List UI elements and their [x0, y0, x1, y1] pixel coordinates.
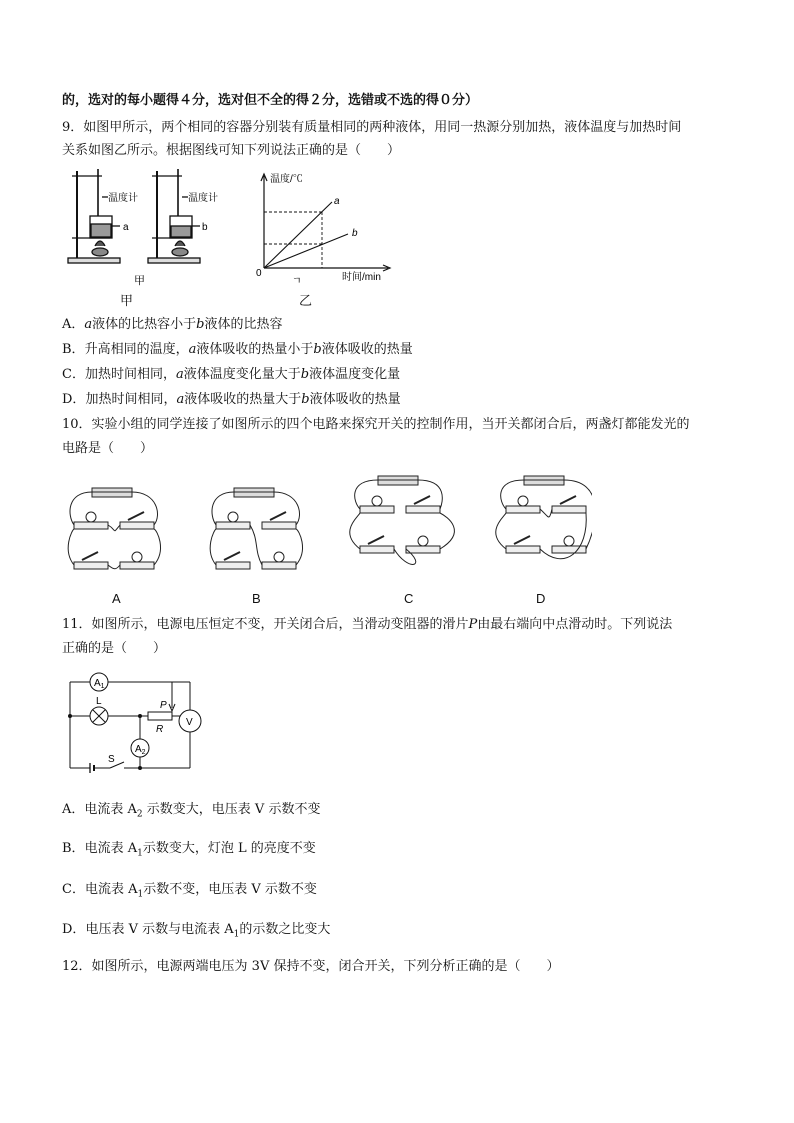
figure-caption-jia: 甲 — [120, 293, 134, 308]
q10-stem-line1: 10．实验小组的同学连接了如图所示的四个电路来探究开关的控制作用，当开关都闭合后，两盏灯都能发光的 — [62, 417, 690, 432]
q11-option-b: B．电流表 $A_1$示数变大，灯泡 L 的亮度不变 — [62, 841, 316, 859]
thermometer-label-2: 温度计 — [188, 193, 218, 204]
q10-label-d: D — [536, 591, 546, 606]
q9-option-c: C．加热时间相同，a液体温度变化量大于b液体温度变化量 — [62, 367, 401, 382]
q11-option-a: A．电流表 $A_2$ 示数变大，电压表 V 示数不变 — [62, 802, 321, 820]
q10-label-b: B — [252, 591, 261, 606]
q11-stem-line1: 11．如图所示，电源电压恒定不变，开关闭合后，当滑动变阻器的滑片P由最右端向中点滑动时。下列说法 — [62, 617, 673, 632]
section-instructions: 的，选对的每小题得４分，选对但不全的得２分，选错或不选的得０分） — [62, 93, 479, 108]
q11-option-d: D．电压表 V 示数与电流表 $A_1$的示数之比变大 — [62, 922, 331, 940]
q10-circuits — [62, 470, 592, 582]
line-b — [264, 234, 348, 268]
q11-stem-line2: 正确的是（ ） — [62, 641, 167, 656]
graph-small-mark: ㄱ — [292, 276, 302, 287]
rheostat-r-label: R — [156, 724, 164, 735]
q9-stem-line1: 9．如图甲所示，两个相同的容器分别装有质量相同的两种液体，用同一热源分别加热，液体温度与加热时间 — [62, 120, 682, 135]
liquid-label-a: a — [123, 222, 129, 233]
q9-figure-graph — [250, 168, 400, 288]
graph-x-label: 时间/min — [342, 272, 381, 283]
voltmeter-label: V — [186, 717, 193, 728]
slider-p-label: P — [160, 700, 167, 711]
graph-line-b-label: b — [352, 228, 358, 239]
q11-circuit — [62, 668, 212, 778]
q9-figure-apparatus — [62, 166, 222, 301]
q10-label-a: A — [112, 591, 121, 606]
q11-option-c: C．电流表 $A_1$示数不变，电压表 V 示数不变 — [62, 882, 317, 900]
thermometer-label-1: 温度计 — [108, 193, 138, 204]
figure-small-caption: 甲 — [134, 275, 145, 287]
liquid-label-b: b — [202, 222, 208, 233]
q9-stem-line2: 关系如图乙所示。根据图线可知下列说法正确的是（ ） — [62, 143, 401, 158]
graph-origin: 0 — [256, 268, 262, 279]
q10-label-c: C — [404, 591, 414, 606]
lamp-label: L — [96, 696, 102, 707]
graph-y-label: 温度/℃ — [270, 174, 303, 185]
figure-caption-yi: 乙 — [299, 293, 313, 308]
q9-option-b: B．升高相同的温度，a液体吸收的热量小于b液体吸收的热量 — [62, 342, 413, 357]
q9-option-a: A．a液体的比热容小于b液体的比热容 — [62, 317, 283, 332]
ammeter-a1-label: $A_1$ — [94, 678, 105, 690]
switch-s-label: S — [108, 754, 115, 765]
q12-stem: 12．如图所示，电源两端电压为 3V 保持不变，闭合开关，下列分析正确的是（ ） — [62, 959, 560, 974]
graph-line-a-label: a — [334, 196, 340, 207]
q10-stem-line2: 电路是（ ） — [62, 441, 154, 456]
q9-option-d: D．加热时间相同，a液体吸收的热量大于b液体吸收的热量 — [62, 392, 401, 407]
ammeter-a2-label: $A_2$ — [135, 744, 146, 756]
